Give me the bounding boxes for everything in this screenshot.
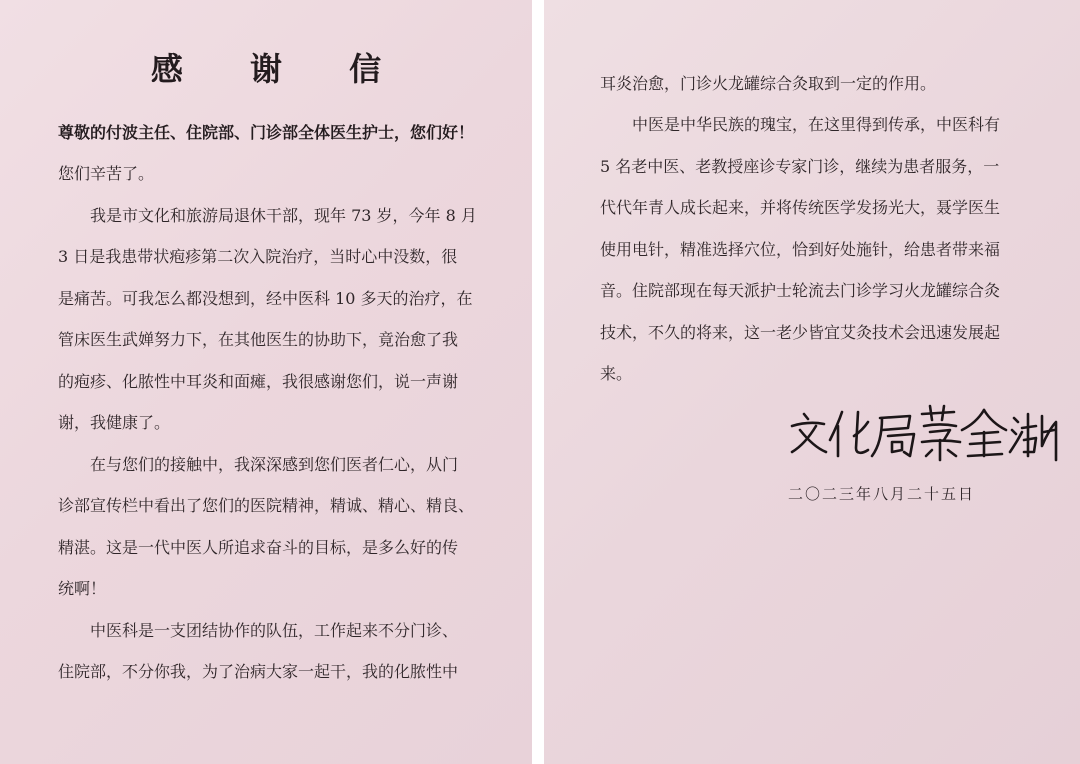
body-line: 来。 [600,364,633,383]
page-gutter [532,0,544,764]
body-line: 中医科是一支团结协作的队伍，工作起来不分门诊、 [90,621,459,640]
body-line: 耳炎治愈，门诊火龙罐综合灸取到一定的作用。 [600,74,937,93]
body-line: 代代年青人成长起来，并将传统医学发扬光大，聂学医生 [600,198,1001,217]
letter-page-left [0,0,532,764]
body-line: 音。住院部现在每天派护士轮流去门诊学习火龙罐综合灸 [600,281,1001,300]
body-line: 技术，不久的将来，这一老少皆宜艾灸技术会迅速发展起 [600,323,1001,342]
body-line: 在与您们的接触中，我深深感到您们医者仁心，从门 [90,455,459,474]
body-line: 的疱疹、化脓性中耳炎和面瘫，我很感谢您们，说一声谢 [58,372,459,391]
body-line: 住院部，不分你我，为了治病大家一起干，我的化脓性中 [58,662,459,681]
body-line: 使用电针，精准选择穴位，恰到好处施针，给患者带来福 [600,240,1001,259]
body-line: 管床医生武婵努力下，在其他医生的协助下，竟治愈了我 [58,330,459,349]
body-line: 诊部宣传栏中看出了您们的医院精神，精诚、精心、精良、 [58,496,475,515]
body-line: 是痛苦。可我怎么都没想到，经中医科 10 多天的治疗，在 [58,289,473,308]
body-line: 您们辛苦了。 [58,164,155,183]
letter-title: 感 谢 信 [150,50,410,88]
body-line: 我是市文化和旅游局退休干部，现年 73 岁，今年 8 月 [90,206,477,225]
handwritten-signature [784,396,1064,468]
body-line: 中医是中华民族的瑰宝，在这里得到传承，中医科有 [632,115,1001,134]
body-line: 精湛。这是一代中医人所追求奋斗的目标，是多么好的传 [58,538,459,557]
letter-date: 二〇二三年八月二十五日 [788,485,976,503]
body-line: 统啊！ [58,579,107,598]
body-line: 3 日是我患带状疱疹第二次入院治疗，当时心中没数，很 [58,247,458,266]
letter-page-right [544,0,1080,764]
body-line: 谢，我健康了。 [58,413,171,432]
body-line: 5 名老中医、老教授座诊专家门诊，继续为患者服务，一 [600,157,1000,176]
greeting-line: 尊敬的付波主任、住院部、门诊部全体医生护士，您们好！ [58,123,475,142]
